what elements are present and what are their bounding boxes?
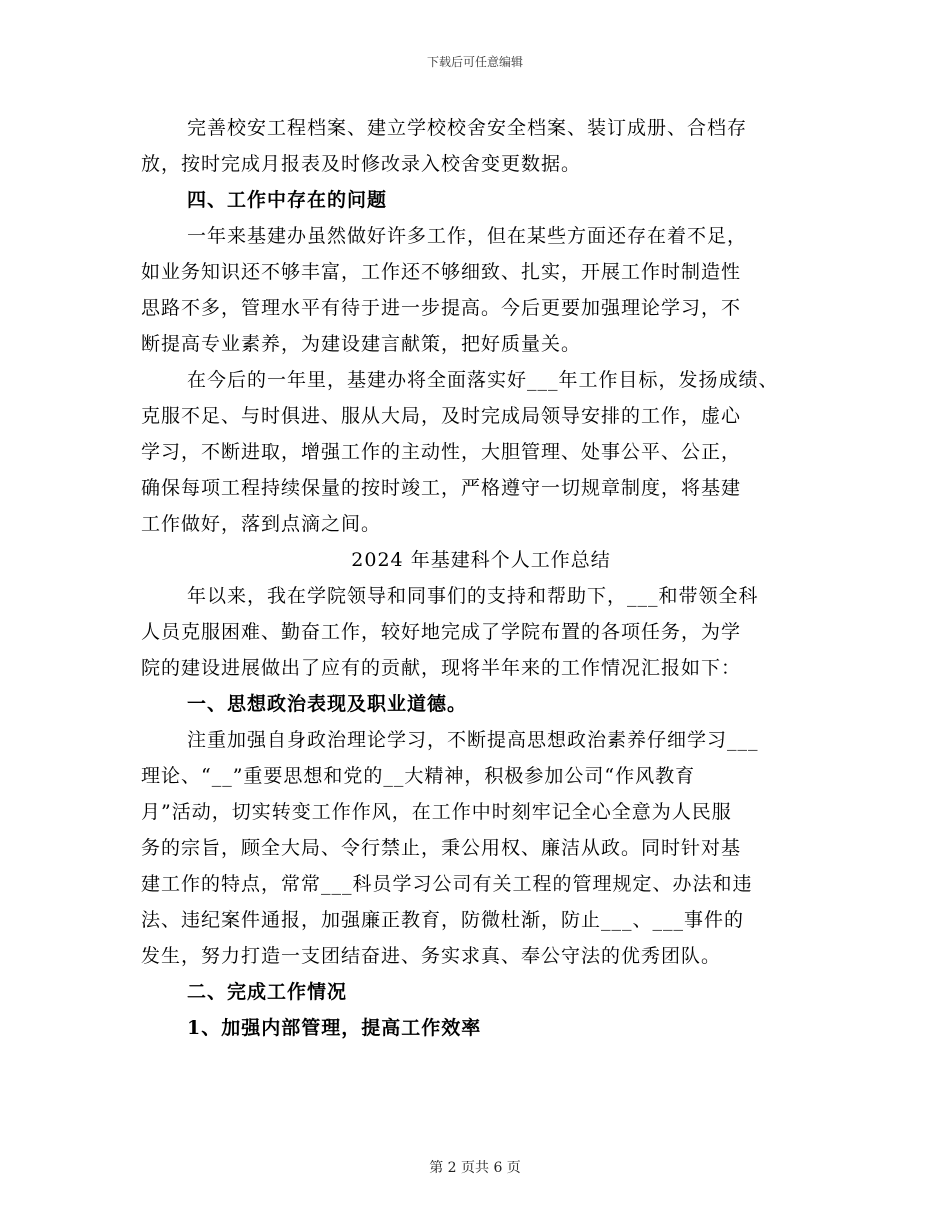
- paragraph-line: 放，按时完成月报表及时修改录入校舍变更数据。: [141, 153, 582, 175]
- paragraph-line: 务的宗旨，顾全大局、令行禁止，秉公用权、廉洁从政。同时针对基: [141, 837, 742, 859]
- paragraph-line: 院的建设进展做出了应有的贡献，现将半年来的工作情况汇报如下：: [141, 657, 742, 679]
- paragraph-line: 工作做好，落到点滴之间。: [141, 513, 382, 535]
- paragraph-line: 在今后的一年里，基建办将全面落实好___年工作目标，发扬成绩、: [187, 369, 779, 391]
- paragraph-line: 如业务知识还不够丰富，工作还不够细致、扎实，开展工作时制造性: [141, 261, 742, 283]
- paragraph-line: 完善校安工程档案、建立学校校舍安全档案、装订成册、合档存: [187, 117, 748, 139]
- page-header: 下载后可任意编辑: [426, 55, 523, 69]
- paragraph-line: 思路不多，管理水平有待于进一步提高。今后更要加强理论学习，不: [141, 297, 742, 319]
- paragraph-line: 确保每项工程持续保量的按时竣工，严格遵守一切规章制度，将基建: [141, 477, 742, 499]
- document-body: [141, 110, 821, 1046]
- paragraph-line: 发生，努力打造一支团结奋进、务实求真、奉公守法的优秀团队。: [141, 945, 722, 967]
- paragraph-line: 学习，不断进取，增强工作的主动性，大胆管理、处事公平、公正，: [141, 441, 742, 463]
- paragraph-line: 人员克服困难、勤奋工作，较好地完成了学院布置的各项任务，为学: [141, 621, 742, 643]
- section-heading: 一、思想政治表现及职业道德。: [187, 693, 468, 715]
- paragraph-line: 克服不足、与时俱进、服从大局，及时完成局领导安排的工作，虚心: [141, 405, 742, 427]
- subsection-heading: 1、加强内部管理，提高工作效率: [187, 1017, 482, 1039]
- paragraph-line: 理论、“__”重要思想和党的__大精神，积极参加公司“作风教育: [141, 765, 696, 787]
- paragraph-line: 月”活动，切实转变工作作风，在工作中时刻牢记全心全意为人民服: [141, 801, 732, 823]
- section-heading: 四、工作中存在的问题: [187, 189, 388, 211]
- paragraph-line: 一年来基建办虽然做好许多工作，但在某些方面还存在着不足，: [187, 225, 748, 247]
- section-heading: 二、完成工作情况: [187, 981, 348, 1003]
- page-footer: 第 2 页共 6 页: [429, 1160, 521, 1176]
- paragraph-line: 断提高专业素养，为建设建言献策，把好质量关。: [141, 333, 582, 355]
- document-title: 2024 年基建科个人工作总结: [351, 549, 611, 571]
- paragraph-line: 法、违纪案件通报，加强廉正教育，防微杜渐，防止___、___事件的: [141, 909, 745, 931]
- paragraph-line: 建工作的特点，常常___科员学习公司有关工程的管理规定、办法和违: [141, 873, 753, 895]
- paragraph-line: 年以来，我在学院领导和同事们的支持和帮助下，___和带领全科: [187, 585, 759, 607]
- paragraph-line: 注重加强自身政治理论学习，不断提高思想政治素养仔细学习___: [187, 729, 759, 751]
